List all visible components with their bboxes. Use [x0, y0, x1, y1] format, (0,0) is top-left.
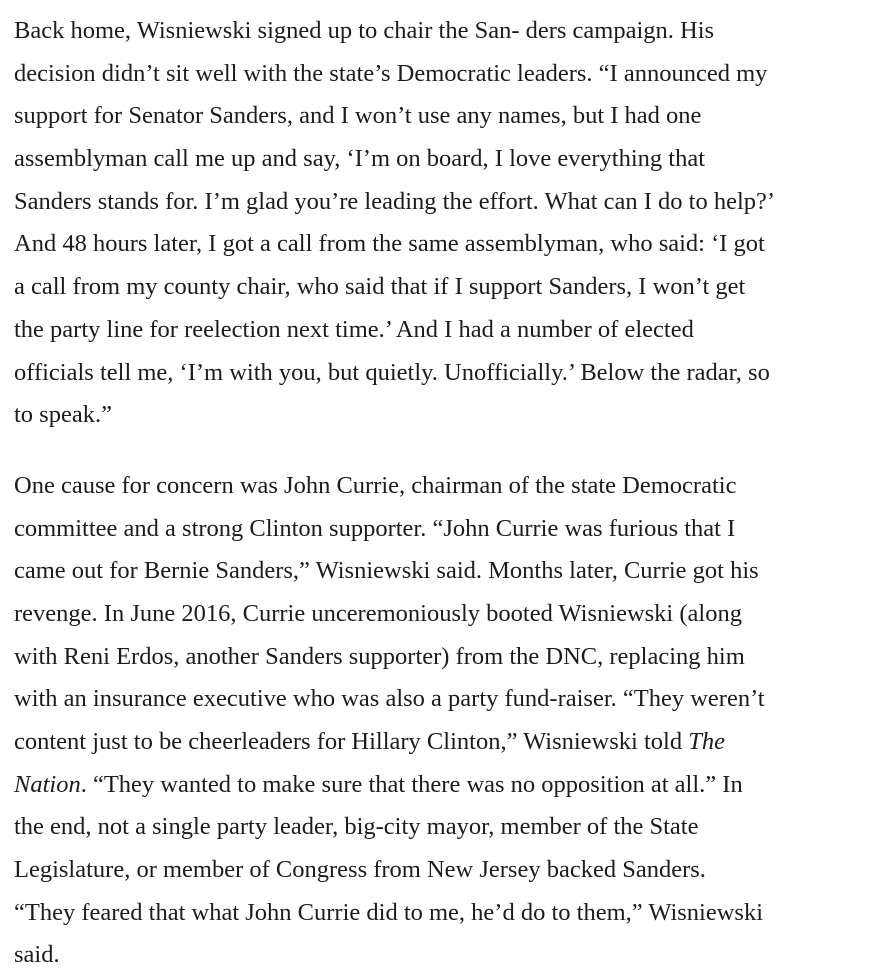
text-line: assemblyman call me up and say, ‘I’m on board, I love everything that	[14, 145, 706, 173]
text-line: And 48 hours later, I got a call from the same assemblyman, who said: ‘I got	[14, 230, 765, 258]
publication-name-italic: Nation	[14, 770, 81, 798]
text-line: “They feared that what John Currie did to me, he’d do to them,” Wisniewski	[14, 898, 764, 926]
paragraph-2	[14, 465, 880, 977]
text-line: revenge. In June 2016, Currie unceremoniously booted Wisniewski (along	[14, 599, 742, 627]
text-line: committee and a strong Clinton supporter. “John Currie was furious that I	[14, 514, 736, 542]
text-segment: . “They wanted to make sure that there was no opposition at all.” In	[80, 770, 743, 798]
text-line: came out for Bernie Sanders,” Wisniewski said. Months later, Currie got his	[14, 557, 759, 585]
text-line: a call from my county chair, who said that if I support Sanders, I won’t get	[14, 273, 746, 301]
paragraph-spacer	[14, 437, 880, 465]
text-line: support for Senator Sanders, and I won’t use any names, but I had one	[14, 102, 702, 130]
text-line: Sanders stands for. I’m glad you’re leading the effort. What can I do to help?’	[14, 187, 776, 215]
text-line: with an insurance executive who was also a party fund-raiser. “They weren’t	[14, 685, 765, 713]
text-line	[14, 764, 880, 807]
text-line: Legislature, or member of Congress from New Jersey backed Sanders.	[14, 856, 706, 884]
text-line: said.	[14, 941, 60, 969]
text-line: Back home, Wisniewski signed up to chair the San- ders campaign. His	[14, 17, 715, 44]
text-segment: content just to be cheerleaders for Hillary Clinton,” Wisniewski told	[14, 728, 689, 755]
text-line	[14, 721, 880, 764]
paragraph-1	[14, 10, 880, 437]
text-line: One cause for concern was John Currie, chairman of the state Democratic	[14, 471, 737, 499]
text-line: officials tell me, ‘I’m with you, but quietly. Unofficially.’ Below the radar, so	[14, 358, 770, 386]
text-line: with Reni Erdos, another Sanders supporter) from the DNC, replacing him	[14, 642, 745, 670]
text-line: the party line for reelection next time.’ And I had a number of elected	[14, 315, 694, 343]
article-body	[14, 10, 880, 977]
text-line: to speak.”	[14, 401, 112, 429]
publication-name-italic: The	[688, 728, 725, 755]
text-line: the end, not a single party leader, big-city mayor, member of the State	[14, 813, 699, 841]
text-line: decision didn’t sit well with the state’s Democratic leaders. “I announced my	[14, 59, 768, 87]
